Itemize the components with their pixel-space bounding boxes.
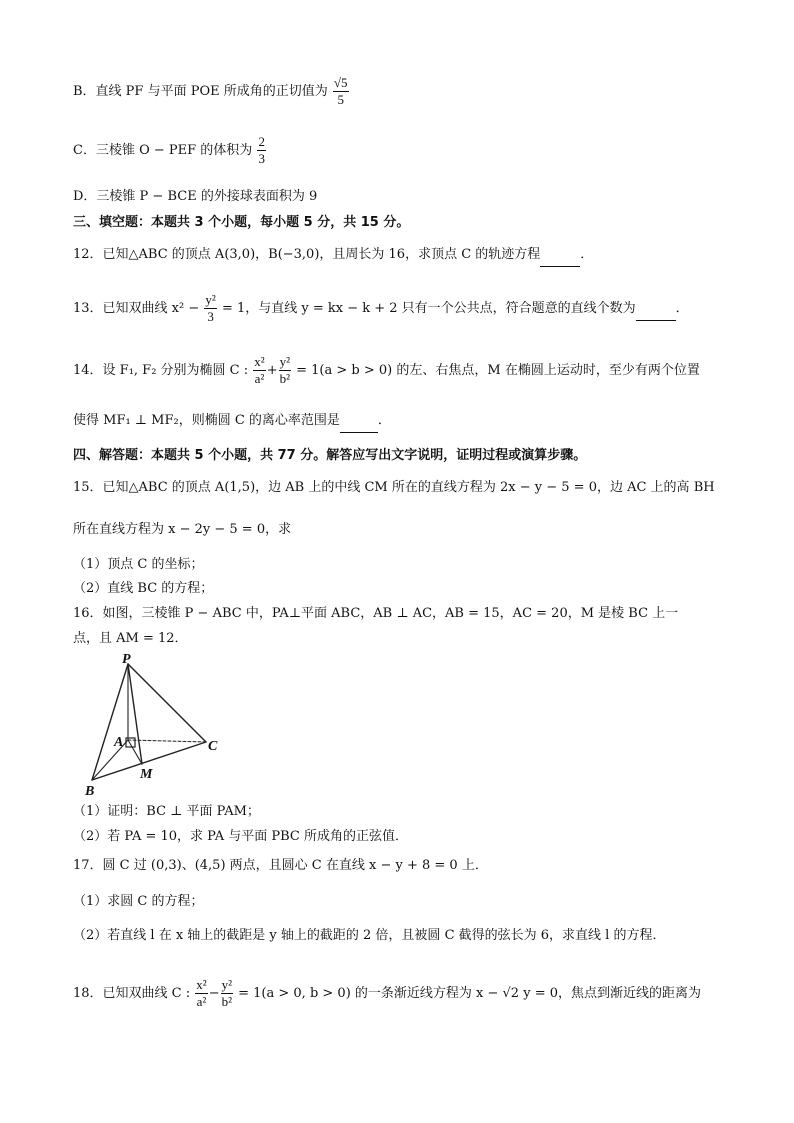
question-18 — [73, 978, 701, 1009]
q18-f1-num: x² — [196, 977, 207, 992]
tetrahedron-figure — [82, 652, 232, 797]
q14-pre: 14．设 F₁, F₂ 分别为椭圆 C : — [73, 363, 249, 378]
label-P: P — [122, 652, 131, 667]
q14-f2-num: y² — [279, 354, 290, 369]
q14-line2: 使得 MF₁ ⊥ MF₂，则椭圆 C 的离心率范围是 — [73, 413, 340, 428]
q18-minus: − — [208, 986, 220, 1001]
label-C: C — [208, 739, 218, 754]
label-B: B — [85, 784, 95, 797]
q12-text: 12．已知△ABC 的顶点 A(3,0)，B(−3,0)，且周长为 16，求顶点 C 的轨迹方程 — [73, 247, 541, 262]
q14-plus: + — [266, 363, 278, 378]
q14-fraction-x — [253, 355, 265, 386]
question-15-part1: （1）顶点 C 的坐标； — [73, 557, 204, 572]
option-d: D．三棱锥 P − BCE 的外接球表面积为 9 — [73, 189, 318, 204]
option-b-fraction — [333, 76, 349, 107]
option-c-frac-den: 3 — [258, 151, 265, 166]
question-13 — [73, 293, 689, 324]
option-b-text: B．直线 PF 与平面 POE 所成角的正切值为 — [73, 84, 328, 99]
option-c-fraction — [257, 135, 266, 166]
question-15-part2: （2）直线 BC 的方程； — [73, 581, 214, 596]
q13-pre: 13．已知双曲线 x² − — [73, 301, 200, 316]
option-b-frac-num: √5 — [333, 75, 348, 90]
right-angle-mark — [126, 738, 135, 747]
q14-fraction-y — [279, 355, 291, 386]
q14-f1-den: a² — [254, 371, 265, 386]
q18-fraction-x — [195, 978, 207, 1009]
option-c-frac-num: 2 — [258, 134, 265, 149]
edge-PM — [128, 664, 142, 764]
q13-frac-num: y² — [205, 292, 216, 307]
q14-end: ． — [377, 413, 391, 428]
section-solution-title: 四、解答题：本题共 5 个小题，共 77 分。解答应写出文字说明，证明过程或演算步骤。 — [73, 448, 587, 463]
q12-answer-blank[interactable] — [540, 248, 580, 267]
option-c-text: C．三棱锥 O − PEF 的体积为 — [73, 143, 253, 158]
option-b-frac-den: 5 — [337, 92, 344, 107]
question-15-line1: 15．已知△ABC 的顶点 A(1,5)，边 AB 上的中线 CM 所在的直线方程为 2x − y − 5 = 0，边 AC 上的高 BH — [73, 480, 715, 495]
question-12 — [73, 246, 593, 267]
question-14-line2 — [73, 412, 391, 433]
question-16-part2: （2）若 PA = 10，求 PA 与平面 PBC 所成角的正弦值． — [73, 829, 409, 844]
label-M: M — [140, 767, 153, 782]
q12-end: ． — [580, 247, 594, 262]
label-A: A — [114, 735, 124, 750]
question-17-part2: （2）若直线 l 在 x 轴上的截距是 y 轴上的截距的 2 倍，且被圆 C 截得的弦长为 6，求直线 l 的方程． — [73, 928, 666, 943]
question-15-line2: 所在直线方程为 x − 2y − 5 = 0，求 — [73, 522, 292, 537]
question-16-line1: 16．如图，三棱锥 P − ABC 中，PA⊥平面 ABC，AB ⊥ AC，AB = 15，AC = 20，M 是棱 BC 上一 — [73, 606, 679, 621]
option-c — [73, 135, 267, 166]
q18-post: = 1(a > 0, b > 0) 的一条渐近线方程为 x − √2 y = 0，焦点到渐近线的距离为 — [238, 986, 701, 1001]
edge-PB — [92, 664, 128, 780]
question-16-line2: 点，且 AM = 12． — [73, 631, 188, 646]
q18-f1-den: a² — [196, 994, 207, 1009]
q13-end: ． — [675, 301, 689, 316]
q13-answer-blank[interactable] — [636, 302, 676, 321]
edge-AC — [128, 740, 206, 742]
q18-pre: 18．已知双曲线 C : — [73, 986, 191, 1001]
question-14-line1 — [73, 355, 700, 386]
q13-post: = 1，与直线 y = kx − k + 2 只有一个公共点，符合题意的直线个数为 — [221, 301, 636, 316]
option-b — [73, 76, 350, 107]
q18-fraction-y — [221, 978, 233, 1009]
question-17-line1: 17．圆 C 过 (0,3)、(4,5) 两点，且圆心 C 在直线 x − y + 8 = 0 上． — [73, 858, 488, 873]
q14-answer-blank[interactable] — [340, 414, 378, 433]
section-fill-blank-title: 三、填空题：本题共 3 个小题，每小题 5 分，共 15 分。 — [73, 215, 410, 230]
edge-PC — [128, 664, 206, 742]
q14-post: = 1(a > b > 0) 的左、右焦点，M 在椭圆上运动时，至少有两个位置 — [296, 363, 700, 378]
q13-fraction — [204, 293, 216, 324]
q14-f2-den: b² — [279, 371, 290, 386]
question-16-part1: （1）证明：BC ⊥ 平面 PAM； — [73, 804, 260, 819]
q18-f2-num: y² — [221, 977, 232, 992]
question-17-part1: （1）求圆 C 的方程； — [73, 894, 204, 909]
q14-f1-num: x² — [254, 354, 265, 369]
q18-f2-den: b² — [221, 994, 232, 1009]
q13-frac-den: 3 — [207, 309, 214, 324]
